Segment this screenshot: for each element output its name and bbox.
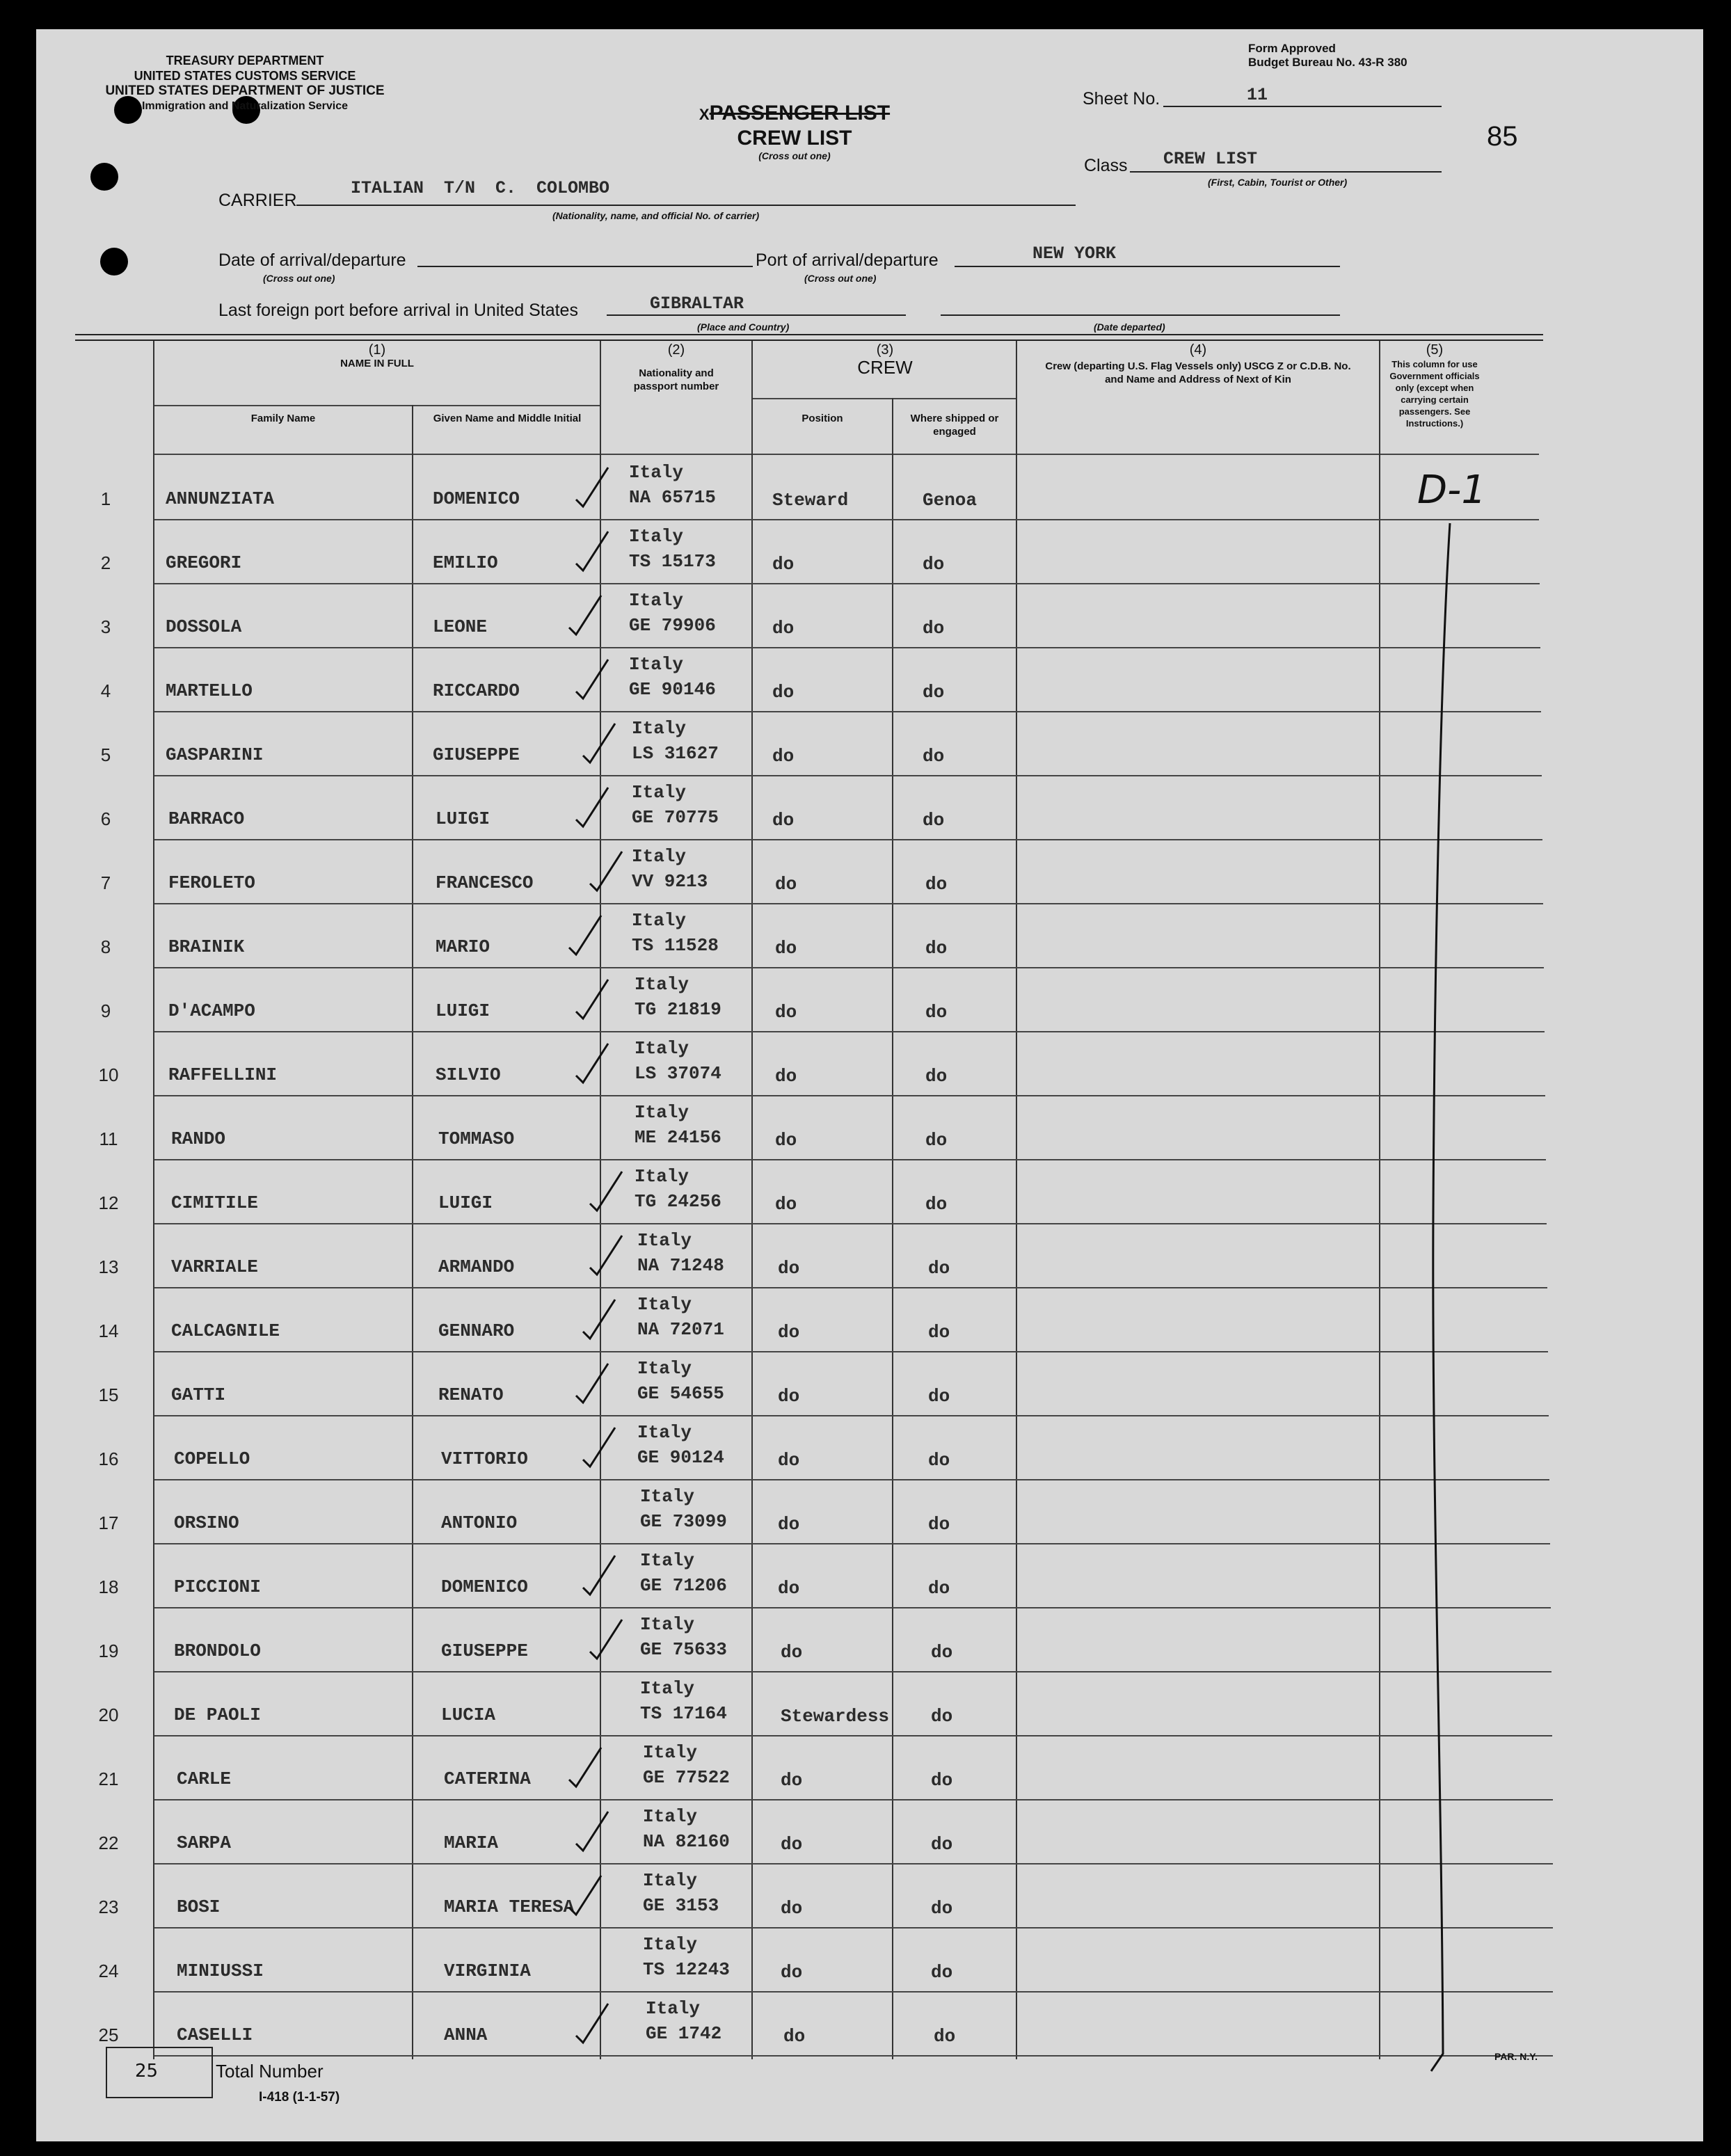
row-number: 21 bbox=[98, 1768, 119, 1789]
nationality: Italy bbox=[643, 1742, 698, 1763]
check-mark-icon bbox=[565, 911, 607, 960]
nationality: Italy bbox=[640, 1614, 695, 1635]
where-shipped: do bbox=[925, 1130, 948, 1151]
row-rule bbox=[154, 647, 1540, 648]
row-rule bbox=[154, 1991, 1553, 1993]
position: do bbox=[781, 1770, 803, 1791]
row-rule bbox=[154, 519, 1539, 520]
col4-num: (4) bbox=[1189, 342, 1207, 358]
check-mark-icon bbox=[572, 1359, 614, 1408]
row-number: 19 bbox=[98, 1640, 119, 1661]
sheet-label: Sheet No. bbox=[1083, 89, 1160, 109]
agency-line: UNITED STATES CUSTOMS SERVICE bbox=[134, 69, 356, 83]
row-rule bbox=[154, 1671, 1551, 1672]
row-number: 23 bbox=[98, 1897, 119, 1917]
table-top-rule bbox=[75, 340, 1543, 341]
family-name: RANDO bbox=[171, 1128, 226, 1149]
nationality: Italy bbox=[640, 1550, 695, 1571]
row-rule bbox=[154, 1159, 1546, 1160]
row-rule bbox=[154, 1863, 1553, 1864]
col2-title: Nationality and passport number bbox=[633, 367, 719, 392]
where-shipped: do bbox=[923, 746, 945, 767]
header-divider bbox=[154, 405, 600, 406]
family-name: COPELLO bbox=[174, 1448, 250, 1469]
row-number: 20 bbox=[98, 1704, 119, 1725]
passport-number: TS 17164 bbox=[640, 1703, 727, 1724]
passport-number: TS 11528 bbox=[632, 935, 719, 956]
given-name: LUIGI bbox=[436, 1000, 490, 1021]
passport-number: NA 71248 bbox=[637, 1255, 724, 1276]
family-name: ANNUNZIATA bbox=[166, 488, 275, 509]
date-line bbox=[417, 266, 753, 267]
check-mark-icon bbox=[572, 783, 614, 832]
family-name: RAFFELLINI bbox=[168, 1064, 278, 1085]
position: do bbox=[781, 1834, 803, 1855]
position: Stewardess bbox=[781, 1706, 890, 1727]
family-name-header: Family Name bbox=[250, 413, 316, 424]
passenger-list-struck: PASSENGER LIST bbox=[709, 102, 891, 125]
given-name: MARIO bbox=[436, 936, 490, 957]
row-rule bbox=[154, 583, 1540, 584]
position: do bbox=[778, 1450, 800, 1471]
position: do bbox=[778, 1514, 800, 1535]
position-header: Position bbox=[801, 413, 843, 424]
row-number: 8 bbox=[100, 936, 111, 957]
given-name: ARMANDO bbox=[438, 1256, 515, 1277]
position: do bbox=[775, 1002, 797, 1023]
family-name: DOSSOLA bbox=[166, 616, 242, 637]
column-rule bbox=[1379, 341, 1380, 2059]
position: do bbox=[781, 1898, 803, 1919]
crew-list-form bbox=[36, 29, 1703, 2141]
passport-number: TG 21819 bbox=[635, 999, 721, 1020]
nationality: Italy bbox=[635, 1038, 689, 1059]
family-name: GASPARINI bbox=[166, 744, 264, 765]
col1-num: (1) bbox=[368, 342, 386, 358]
row-number: 15 bbox=[98, 1384, 119, 1405]
row-number: 10 bbox=[98, 1064, 119, 1085]
row-number: 24 bbox=[98, 1961, 119, 1981]
lastport-note: (Place and Country) bbox=[697, 321, 790, 333]
row-number: 1 bbox=[100, 488, 111, 509]
total-box bbox=[106, 2047, 213, 2098]
where-shipped: do bbox=[931, 1898, 953, 1919]
form-approval bbox=[1248, 42, 1407, 70]
col1-header bbox=[154, 344, 600, 370]
date-note: (Cross out one) bbox=[263, 273, 335, 284]
header-bottom-rule bbox=[154, 454, 1539, 455]
nationality: Italy bbox=[629, 590, 684, 611]
position: do bbox=[775, 1194, 797, 1215]
given-name: GENNARO bbox=[438, 1320, 515, 1341]
where-shipped: Genoa bbox=[923, 490, 978, 511]
col4-header bbox=[1017, 344, 1379, 386]
shipped-header: Where shipped or engaged bbox=[910, 413, 999, 438]
where-shipped: do bbox=[925, 874, 948, 895]
punch-hole bbox=[100, 248, 128, 276]
row-rule bbox=[154, 1799, 1553, 1800]
row-number: 4 bbox=[100, 680, 111, 701]
col5-num: (5) bbox=[1426, 342, 1444, 358]
given-name: VIRGINIA bbox=[444, 1961, 531, 1981]
family-name: ORSINO bbox=[174, 1512, 239, 1533]
row-rule bbox=[154, 967, 1544, 968]
total-value: 25 bbox=[135, 2061, 159, 2082]
row-rule bbox=[154, 1287, 1547, 1288]
family-name: GATTI bbox=[171, 1384, 226, 1405]
row-number: 7 bbox=[100, 872, 111, 893]
where-shipped: do bbox=[928, 1322, 950, 1343]
lastport-value: GIBRALTAR bbox=[650, 294, 744, 314]
family-name: CIMITILE bbox=[171, 1192, 258, 1213]
row-rule bbox=[154, 1479, 1549, 1480]
given-name: MARIA TERESA bbox=[444, 1897, 575, 1917]
date-label: Date of arrival/departure bbox=[218, 250, 406, 270]
position: do bbox=[772, 810, 795, 831]
where-shipped: do bbox=[923, 554, 945, 575]
given-name: LEONE bbox=[433, 616, 488, 637]
where-shipped: do bbox=[928, 1450, 950, 1471]
where-shipped: do bbox=[923, 682, 945, 703]
given-name: VITTORIO bbox=[441, 1448, 528, 1469]
check-mark-icon bbox=[572, 655, 614, 704]
passport-number: GE 79906 bbox=[629, 615, 716, 636]
row-rule bbox=[154, 1031, 1545, 1032]
form-number: I-418 (1-1-57) bbox=[259, 2090, 340, 2105]
given-name: TOMMASO bbox=[438, 1128, 515, 1149]
given-name: GIUSEPPE bbox=[441, 1640, 528, 1661]
column-rule bbox=[1016, 341, 1017, 2059]
position: do bbox=[778, 1258, 800, 1279]
row-number: 17 bbox=[98, 1512, 119, 1533]
passport-number: TS 15173 bbox=[629, 551, 716, 572]
title-note: (Cross out one) bbox=[758, 150, 831, 161]
agency-header bbox=[64, 53, 426, 114]
family-name: CASELLI bbox=[177, 2025, 253, 2045]
given-name: LUIGI bbox=[436, 808, 490, 829]
passport-number: GE 70775 bbox=[632, 807, 719, 828]
check-mark-icon bbox=[565, 1871, 607, 1920]
family-name: BRONDOLO bbox=[174, 1640, 261, 1661]
passport-number: GE 73099 bbox=[640, 1511, 727, 1532]
printer-mark: PAR. N.Y. bbox=[1494, 2051, 1538, 2062]
passport-number: GE 54655 bbox=[637, 1383, 724, 1404]
col5-title: This column for use Government officials only (except when carrying certain passengers. See Instructions.) bbox=[1389, 359, 1480, 429]
agency-line: Immigration and Naturalization Service bbox=[141, 100, 349, 112]
position: do bbox=[772, 618, 795, 639]
row-rule bbox=[154, 711, 1541, 712]
where-shipped: do bbox=[923, 618, 945, 639]
where-shipped: do bbox=[934, 2026, 956, 2047]
family-name: CARLE bbox=[177, 1768, 232, 1789]
position: do bbox=[775, 874, 797, 895]
given-name: GIUSEPPE bbox=[433, 744, 520, 765]
agency-line: TREASURY DEPARTMENT bbox=[166, 54, 324, 67]
column-rule bbox=[153, 341, 154, 2059]
row-number: 14 bbox=[98, 1320, 119, 1341]
row-rule bbox=[154, 1543, 1550, 1544]
nationality: Italy bbox=[629, 462, 684, 483]
port-label: Port of arrival/departure bbox=[756, 250, 939, 270]
row-number: 13 bbox=[98, 1256, 119, 1277]
where-shipped: do bbox=[925, 1002, 948, 1023]
row-rule bbox=[154, 2055, 1553, 2057]
passport-number: TG 24256 bbox=[635, 1191, 721, 1212]
page-number: 85 bbox=[1487, 121, 1518, 152]
nationality: Italy bbox=[632, 846, 687, 867]
check-mark-icon bbox=[579, 1295, 621, 1344]
punch-hole bbox=[90, 163, 118, 191]
row-number: 11 bbox=[99, 1128, 118, 1149]
row-rule bbox=[154, 903, 1543, 904]
where-shipped: do bbox=[923, 810, 945, 831]
class-value: CREW LIST bbox=[1163, 149, 1258, 169]
row-number: 5 bbox=[100, 744, 111, 765]
lastport-line bbox=[607, 314, 906, 316]
row-number: 18 bbox=[98, 1576, 119, 1597]
row-number: 6 bbox=[100, 808, 111, 829]
nationality: Italy bbox=[637, 1294, 692, 1315]
family-name: VARRIALE bbox=[171, 1256, 258, 1277]
check-mark-icon bbox=[572, 1999, 614, 2048]
column-rule bbox=[412, 405, 413, 2059]
passport-number: NA 82160 bbox=[643, 1831, 730, 1852]
col2-header bbox=[601, 344, 751, 393]
family-name: DE PAOLI bbox=[174, 1704, 261, 1725]
given-name: SILVIO bbox=[436, 1064, 501, 1085]
given-name: LUCIA bbox=[441, 1704, 496, 1725]
passport-number: GE 90146 bbox=[629, 679, 716, 700]
budget-bureau: Budget Bureau No. 43-R 380 bbox=[1248, 56, 1407, 69]
title-crew-list: CREW LIST bbox=[737, 127, 852, 150]
agency-line: UNITED STATES DEPARTMENT OF JUSTICE bbox=[105, 83, 385, 98]
position: do bbox=[781, 1962, 803, 1983]
family-name: BOSI bbox=[177, 1897, 221, 1917]
nationality: Italy bbox=[646, 1998, 701, 2019]
check-mark-icon bbox=[579, 719, 621, 768]
where-shipped: do bbox=[925, 1066, 948, 1087]
where-shipped: do bbox=[928, 1514, 950, 1535]
row-rule bbox=[154, 1351, 1548, 1352]
family-name: MARTELLO bbox=[166, 680, 253, 701]
carrier-note: (Nationality, name, and official No. of carrier) bbox=[552, 210, 760, 221]
check-mark-icon bbox=[586, 847, 628, 896]
port-note: (Cross out one) bbox=[804, 273, 877, 284]
carrier-value: ITALIAN T/N C. COLOMBO bbox=[351, 178, 610, 198]
table-top-rule bbox=[75, 334, 1543, 335]
where-shipped: do bbox=[931, 1642, 953, 1663]
row-number: 16 bbox=[98, 1448, 119, 1469]
check-mark-icon bbox=[565, 1743, 607, 1792]
col3-title: CREW bbox=[857, 357, 913, 378]
row-number: 9 bbox=[100, 1000, 111, 1021]
check-mark-icon bbox=[565, 591, 607, 640]
title-prefix: X bbox=[699, 106, 710, 123]
position: do bbox=[772, 554, 795, 575]
nationality: Italy bbox=[635, 1166, 689, 1187]
given-name: EMILIO bbox=[433, 552, 498, 573]
where-shipped: do bbox=[928, 1386, 950, 1407]
where-shipped: do bbox=[925, 1194, 948, 1215]
check-mark-icon bbox=[586, 1615, 628, 1664]
family-name: GREGORI bbox=[166, 552, 242, 573]
given-name: RENATO bbox=[438, 1384, 504, 1405]
nationality: Italy bbox=[629, 526, 684, 547]
nationality: Italy bbox=[637, 1358, 692, 1379]
row-rule bbox=[154, 839, 1542, 840]
where-shipped: do bbox=[928, 1578, 950, 1599]
position: do bbox=[772, 746, 795, 767]
check-mark-icon bbox=[579, 1423, 621, 1472]
check-mark-icon bbox=[572, 975, 614, 1024]
position: do bbox=[775, 1066, 797, 1087]
nationality: Italy bbox=[640, 1678, 695, 1699]
position: do bbox=[778, 1386, 800, 1407]
given-name: ANTONIO bbox=[441, 1512, 518, 1533]
col2-num: (2) bbox=[667, 342, 685, 358]
check-mark-icon bbox=[572, 527, 614, 576]
row-number: 12 bbox=[98, 1192, 119, 1213]
family-name: CALCAGNILE bbox=[171, 1320, 280, 1341]
given-name: CATERINA bbox=[444, 1768, 531, 1789]
passport-number: GE 71206 bbox=[640, 1575, 727, 1596]
where-shipped: do bbox=[925, 938, 948, 959]
passport-number: LS 37074 bbox=[635, 1063, 721, 1084]
passport-number: GE 90124 bbox=[637, 1447, 724, 1468]
given-name: FRANCESCO bbox=[436, 872, 534, 893]
nationality: Italy bbox=[635, 1102, 689, 1123]
row-rule bbox=[154, 1735, 1552, 1736]
header-divider bbox=[753, 398, 1017, 399]
given-name: ANNA bbox=[444, 2025, 488, 2045]
class-note: (First, Cabin, Tourist or Other) bbox=[1208, 177, 1348, 188]
position: do bbox=[783, 2026, 806, 2047]
nationality: Italy bbox=[629, 654, 684, 675]
row-number: 25 bbox=[98, 2025, 119, 2045]
family-name: PICCIONI bbox=[174, 1576, 261, 1597]
col4-title: Crew (departing U.S. Flag Vessels only) USCG Z or C.D.B. No. and Name and Address of Next of Kin bbox=[1045, 360, 1351, 385]
family-name: D'ACAMPO bbox=[168, 1000, 255, 1021]
position: do bbox=[775, 938, 797, 959]
passport-number: NA 65715 bbox=[629, 487, 716, 508]
row-number: 22 bbox=[98, 1832, 119, 1853]
row-rule bbox=[154, 1607, 1551, 1608]
where-shipped: do bbox=[931, 1706, 953, 1727]
check-mark-icon bbox=[586, 1167, 628, 1216]
where-shipped: do bbox=[931, 1834, 953, 1855]
family-name: BARRACO bbox=[168, 808, 245, 829]
passport-number: GE 1742 bbox=[646, 2023, 722, 2044]
passport-number: GE 75633 bbox=[640, 1639, 727, 1660]
position: Steward bbox=[772, 490, 849, 511]
family-name: BRAINIK bbox=[168, 936, 245, 957]
nationality: Italy bbox=[643, 1806, 698, 1827]
row-rule bbox=[154, 1223, 1547, 1224]
passport-number: LS 31627 bbox=[632, 743, 719, 764]
nationality: Italy bbox=[643, 1870, 698, 1891]
row-rule bbox=[154, 1415, 1549, 1416]
class-label: Class bbox=[1084, 156, 1128, 175]
passport-number: NA 72071 bbox=[637, 1319, 724, 1340]
total-label: Total Number bbox=[216, 2061, 324, 2082]
where-shipped: do bbox=[928, 1258, 950, 1279]
given-name: MARIA bbox=[444, 1832, 499, 1853]
check-mark-icon bbox=[572, 463, 614, 512]
passport-number: VV 9213 bbox=[632, 871, 708, 892]
port-value: NEW YORK bbox=[1032, 243, 1117, 264]
form-title bbox=[628, 102, 962, 161]
col3-num: (3) bbox=[876, 342, 894, 358]
check-mark-icon bbox=[572, 1039, 614, 1088]
sheet-value: 11 bbox=[1247, 85, 1268, 105]
form-approved: Form Approved bbox=[1248, 42, 1336, 55]
position: do bbox=[775, 1130, 797, 1151]
title-struck bbox=[628, 102, 962, 127]
date-departed-line bbox=[941, 314, 1340, 316]
check-mark-icon bbox=[579, 1551, 621, 1600]
given-name-header: Given Name and Middle Initial bbox=[433, 413, 582, 424]
nationality: Italy bbox=[635, 974, 689, 995]
check-mark-icon bbox=[572, 1807, 614, 1856]
given-name: LUIGI bbox=[438, 1192, 493, 1213]
family-name: SARPA bbox=[177, 1832, 232, 1853]
family-name: FEROLETO bbox=[168, 872, 255, 893]
row-rule bbox=[154, 775, 1542, 776]
given-name: RICCARDO bbox=[433, 680, 520, 701]
family-name: MINIUSSI bbox=[177, 1961, 264, 1981]
passport-number: GE 3153 bbox=[643, 1895, 719, 1916]
annotation-d1: D-1 bbox=[1417, 468, 1486, 513]
nationality: Italy bbox=[637, 1422, 692, 1443]
carrier-line bbox=[296, 205, 1076, 206]
class-line bbox=[1130, 171, 1442, 173]
column-rule bbox=[751, 341, 753, 2059]
col3-header bbox=[753, 342, 1017, 378]
where-shipped: do bbox=[931, 1770, 953, 1791]
nationality: Italy bbox=[632, 782, 687, 803]
passport-number: TS 12243 bbox=[643, 1959, 730, 1980]
carrier-label: CARRIER bbox=[218, 191, 297, 210]
row-number: 2 bbox=[100, 552, 111, 573]
position: do bbox=[778, 1578, 800, 1599]
row-rule bbox=[154, 1095, 1545, 1096]
passport-number: GE 77522 bbox=[643, 1767, 730, 1788]
check-mark-icon bbox=[586, 1231, 628, 1280]
date-departed-note: (Date departed) bbox=[1094, 321, 1165, 333]
lastport-label: Last foreign port before arrival in United States bbox=[218, 301, 578, 320]
col1-title: NAME IN FULL bbox=[340, 358, 414, 369]
annotation-bracket-line bbox=[1414, 516, 1483, 2089]
nationality: Italy bbox=[632, 718, 687, 739]
position: do bbox=[781, 1642, 803, 1663]
row-number: 3 bbox=[100, 616, 111, 637]
row-rule bbox=[154, 1927, 1553, 1929]
nationality: Italy bbox=[632, 910, 687, 931]
nationality: Italy bbox=[643, 1934, 698, 1955]
passport-number: ME 24156 bbox=[635, 1127, 721, 1148]
sheet-line bbox=[1163, 106, 1442, 107]
nationality: Italy bbox=[637, 1230, 692, 1251]
position: do bbox=[772, 682, 795, 703]
where-shipped: do bbox=[931, 1962, 953, 1983]
nationality: Italy bbox=[640, 1486, 695, 1507]
col5-header bbox=[1380, 344, 1489, 429]
position: do bbox=[778, 1322, 800, 1343]
given-name: DOMENICO bbox=[441, 1576, 528, 1597]
given-name: DOMENICO bbox=[433, 488, 520, 509]
port-line bbox=[955, 266, 1340, 267]
